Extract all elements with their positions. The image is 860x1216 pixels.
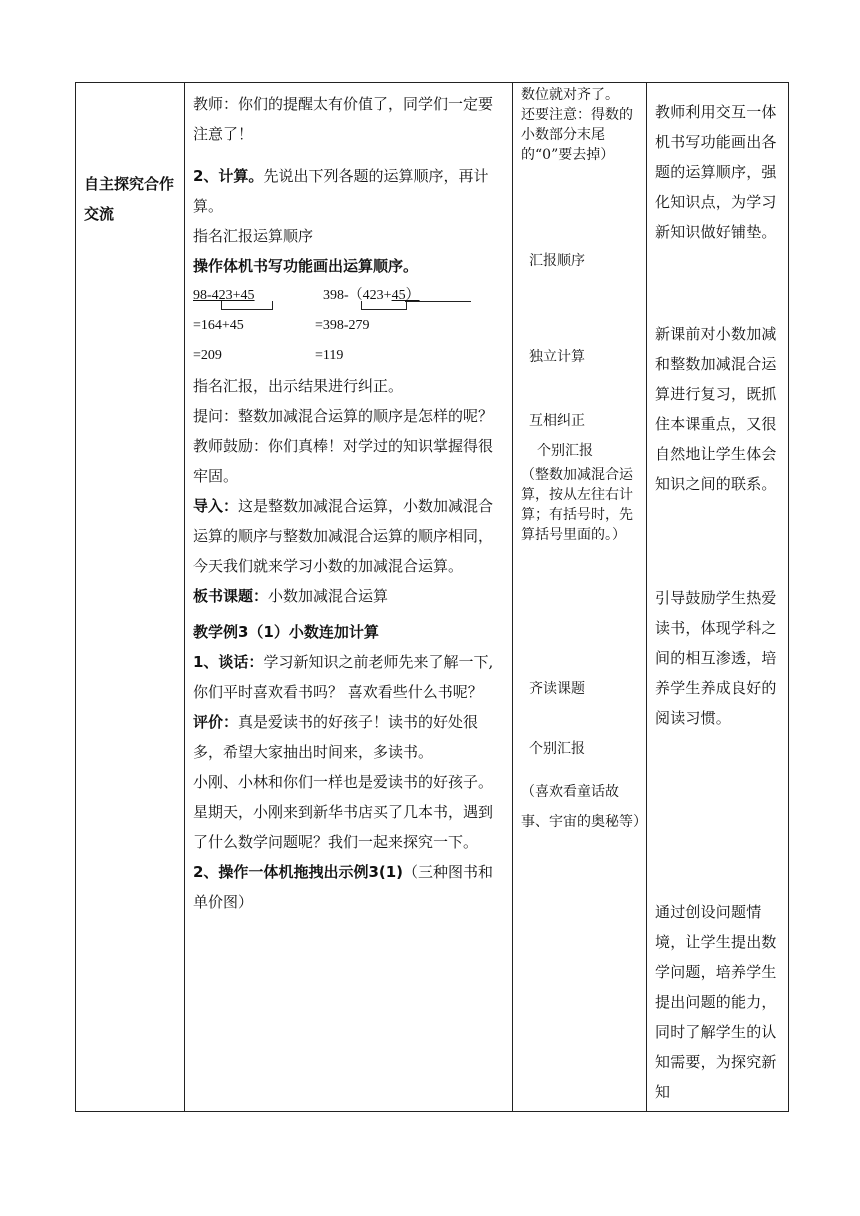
student-read-title: 齐读课题 xyxy=(529,681,585,697)
calc-paragraph xyxy=(193,161,506,221)
calc-instruction: 先说出下列各题的运算顺序，再计算。 xyxy=(193,167,489,215)
student-note-2: 还要注意：得数的小数部分末尾的“0”要去掉） xyxy=(521,107,633,163)
student-individual-report-2: 个别汇报 xyxy=(529,741,585,757)
design-note-4: 通过创设问题情境，让学生提出数学问题，培养学生提出问题的能力，同时了解学生的认知需要，为探究新知 xyxy=(655,903,777,1101)
order-bracket-2 xyxy=(361,301,407,310)
intro-label: 导入： xyxy=(193,497,239,515)
design-intent-column xyxy=(647,83,789,1112)
student-independent: 独立计算 xyxy=(529,349,585,365)
report-order: 指名汇报运算顺序 xyxy=(193,227,314,245)
table-row xyxy=(76,83,789,1112)
equation-row-3 xyxy=(193,341,506,371)
equation-1-line-3: =209 xyxy=(193,348,222,363)
talk-paragraph xyxy=(193,647,506,707)
board-text: 小数加减混合运算 xyxy=(268,587,389,605)
lesson-plan-table xyxy=(75,82,789,1112)
order-line-2 xyxy=(405,301,471,302)
example-title: 教学例3（1）小数连加计算 xyxy=(193,623,379,641)
teaching-process-column xyxy=(185,83,513,1112)
design-note-1: 教师利用交互一体机书写功能画出各题的运算顺序，强化知识点，为学习新知识做好铺垫。 xyxy=(655,103,777,241)
student-likes: （喜欢看童话故事、宇宙的奥秘等） xyxy=(521,784,647,830)
board-paragraph xyxy=(193,581,506,611)
equation-2-line-3: =119 xyxy=(315,348,344,363)
equation-row-2 xyxy=(193,311,506,341)
design-note-2: 新课前对小数加减和整数加减混合运算进行复习，既抓住本课重点，又很自然地让学生体会知识之间的联系。 xyxy=(655,325,777,493)
equation-2-part-a: 398-（423+ xyxy=(323,288,392,303)
operate-draw: 操作体机书写功能画出运算顺序。 xyxy=(193,257,419,275)
section-label: 自主探究合作交流 xyxy=(84,175,175,223)
student-individual-report-1: 个别汇报 xyxy=(537,443,593,459)
intro-paragraph xyxy=(193,491,506,581)
operate2-text: （三种图书和单价图） xyxy=(193,863,494,911)
operate2-paragraph xyxy=(193,857,506,917)
story: 小刚、小林和你们一样也是爱读书的好孩子。星期天，小刚来到新华书店买了几本书，遇到了什么数学问题呢？我们一起来探究一下。 xyxy=(193,773,494,851)
eval-paragraph xyxy=(193,707,506,767)
student-mutual-correct: 互相纠正 xyxy=(529,413,585,429)
student-activity-column xyxy=(513,83,647,1112)
equation-row-1 xyxy=(193,281,506,311)
section-column xyxy=(76,83,185,1112)
student-report-order: 汇报顺序 xyxy=(529,253,585,269)
eval-label: 评价： xyxy=(193,713,239,731)
talk-label: 1、谈话： xyxy=(193,653,264,671)
equation-2-part-b: 45） xyxy=(391,288,420,303)
report-correct: 指名汇报，出示结果进行纠正。 xyxy=(193,377,404,395)
student-integer-rule: （整数加减混合运算，按从左往右计算；有括号时，先算括号里面的。） xyxy=(521,467,633,543)
talk-text: 学习新知识之前老师先来了解一下,你们平时喜欢看书吗？ 喜欢看些什么书呢？ xyxy=(193,653,494,701)
board-label: 板书课题： xyxy=(193,587,269,605)
student-note-1: 数位就对齐了。 xyxy=(521,87,619,103)
order-bracket-1 xyxy=(221,301,273,310)
question: 提问：整数加减混合运算的顺序是怎样的呢？ xyxy=(193,407,494,425)
design-note-3: 引导鼓励学生热爱读书，体现学科之间的相互渗透，培养学生养成良好的阅读习惯。 xyxy=(655,589,777,727)
equation-2-line-2: =398-279 xyxy=(315,318,370,333)
calc-heading: 2、计算。 xyxy=(193,167,264,185)
operate2-label: 2、操作一体机拖拽出示例3(1) xyxy=(193,863,404,881)
intro-text: 这是整数加减混合运算，小数加减混合运算的顺序与整数加减混合运算的顺序相同，今天我们就来学习小数的加减混合运算。 xyxy=(193,497,494,575)
encourage: 教师鼓励：你们真棒！对学过的知识掌握得很牢固。 xyxy=(193,437,494,485)
eval-text: 真是爱读书的好孩子！读书的好处很多，希望大家抽出时间来，多读书。 xyxy=(193,713,479,761)
equation-1-line-2: =164+45 xyxy=(193,318,244,333)
teacher-remark: 教师：你们的提醒太有价值了，同学们一定要注意了！ xyxy=(193,95,494,143)
equation-1-line-1: 98-423+45 xyxy=(193,288,255,303)
